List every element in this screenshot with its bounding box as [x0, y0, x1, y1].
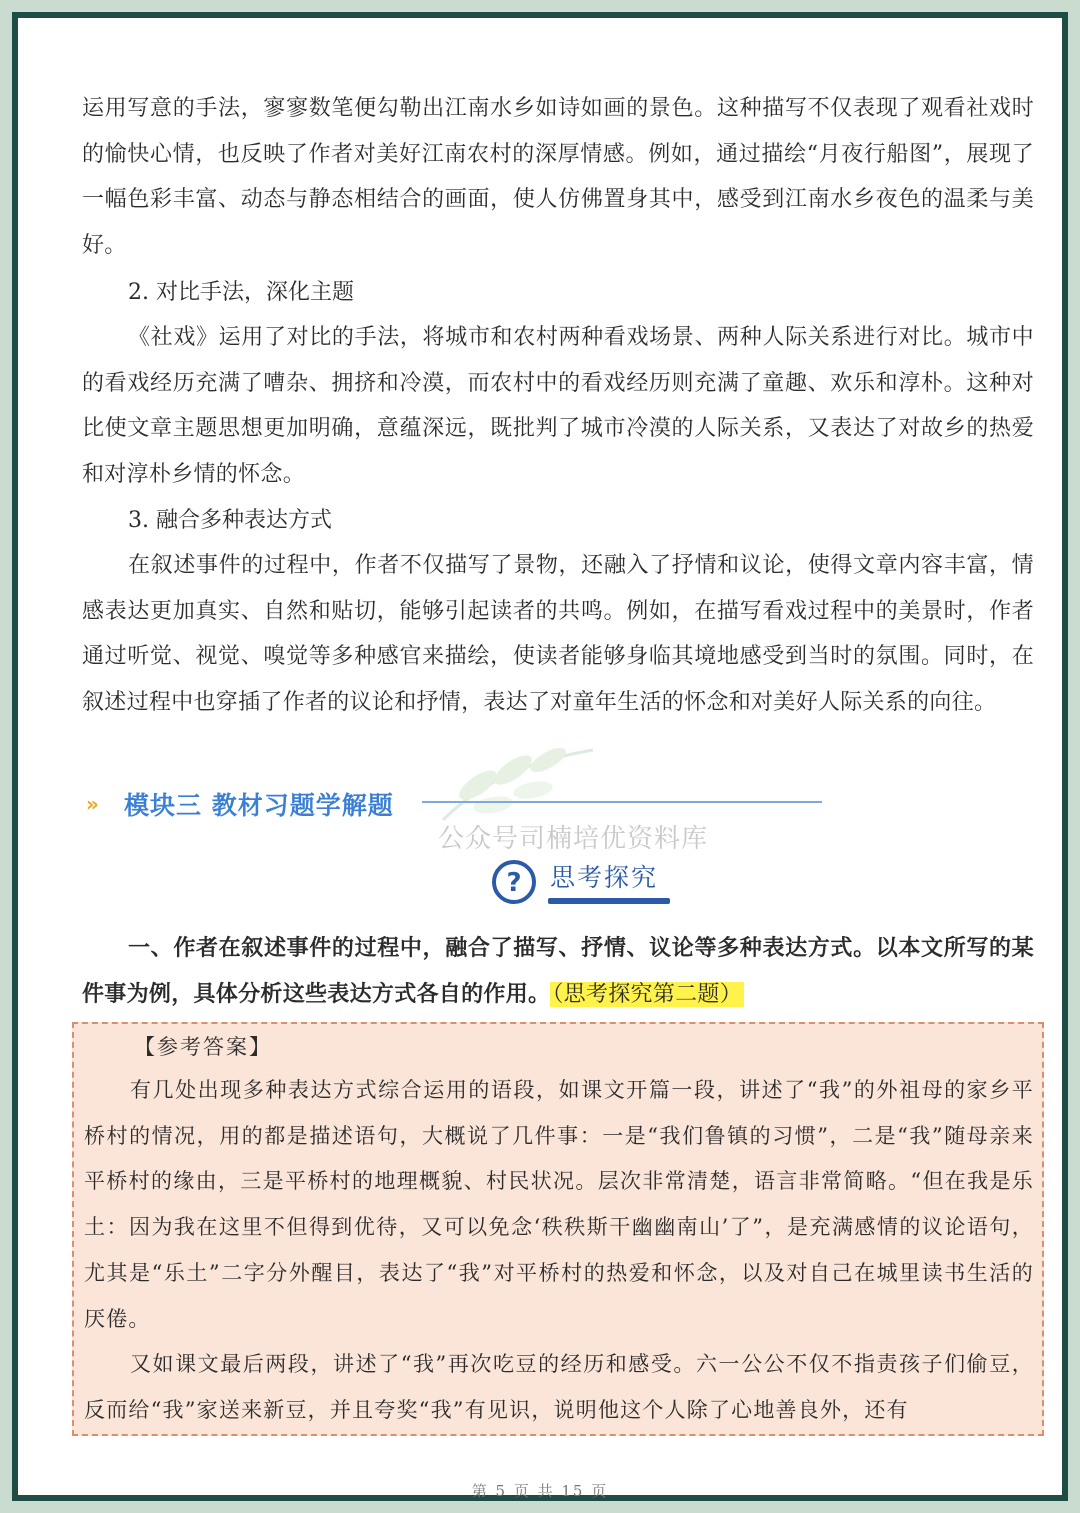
question-body: 一、作者在叙述事件的过程中，融合了描写、抒情、议论等多种表达方式。以本文所写的某件事为例，具体分析这些表达方式各自的作用。 — [82, 935, 1034, 1007]
paragraph-scenery: 运用写意的手法，寥寥数笔便勾勒出江南水乡如诗如画的景色。这种描写不仅表现了观看社戏时的愉快心情，也反映了作者对美好江南农村的深厚情感。例如，通过描绘“月夜行船图”，展现了一幅色彩丰富、动态与静态相结合的画面，使人仿佛置身其中，感受到江南水乡夜色的温柔与美好。 — [82, 96, 1034, 259]
section-heading-contrast: 2. 对比手法，深化主题 — [128, 280, 354, 305]
think-explore-underline — [548, 898, 670, 904]
answer-paragraph-1: 有几处出现多种表达方式综合运用的语段，如课文开篇一段，讲述了“我”的外祖母的家乡平桥村的情况，用的都是描述语句，大概说了几件事：一是“我们鲁镇的习惯”，二是“我”随母亲来平桥村的缘由，三是平桥村的地理概貌、村民状况。层次非常清楚，语言非常简略。“但在我是乐土：因为我在这里不但得到优待，又可以免念‘秩秩斯干幽幽南山’了”，是充满感情的议论语句，尤其是“乐土”二字分外醒目，表达了“我”对平桥村的热爱和怀念，以及对自己在城里读书生活的厌倦。 — [84, 1078, 1034, 1331]
question-source-tag: （思考探究第二题） — [552, 981, 743, 1007]
section-heading-expression: 3. 融合多种表达方式 — [128, 508, 332, 533]
page-number: 第 5 页 共 15 页 — [471, 1482, 609, 1500]
paragraph-contrast: 《社戏》运用了对比的手法，将城市和农村两种看戏场景、两种人际关系进行对比。城市中的看戏经历充满了嘈杂、拥挤和冷漠，而农村中的看戏经历则充满了童趣、欢乐和淳朴。这种对比使文章主题思想更加明确，意蕴深远，既批判了城市冷漠的人际关系，又表达了对故乡的热爱和对淳朴乡情的怀念。 — [82, 325, 1034, 488]
module-title: 模块三 教材习题学解题 — [124, 791, 394, 820]
question-text — [82, 926, 1034, 1017]
chevron-right-icon: » — [86, 792, 93, 816]
question-mark-icon: ? — [492, 860, 536, 904]
page-frame — [12, 12, 1068, 1501]
reference-answer-box — [72, 1022, 1044, 1436]
think-explore-label: 思考探究 — [550, 863, 659, 892]
paragraph-expression: 在叙述事件的过程中，作者不仅描写了景物，还融入了抒情和议论，使得文章内容丰富，情感表达更加真实、自然和贴切，能够引起读者的共鸣。例如，在描写看戏过程中的美景时，作者通过听觉、视觉、嗅觉等多种感官来描绘，使读者能够身临其境地感受到当时的氛围。同时，在叙述过程中也穿插了作者的议论和抒情，表达了对童年生活的怀念和对美好人际关系的向往。 — [82, 553, 1034, 716]
answer-title: 【参考答案】 — [134, 1035, 272, 1059]
module-divider — [422, 801, 822, 803]
watermark-text: 公众号司楠培优资料库 — [438, 824, 709, 854]
document-page — [18, 18, 1062, 1500]
think-explore-badge — [492, 858, 682, 908]
answer-paragraph-2: 又如课文最后两段，讲述了“我”再次吃豆的经历和感受。六一公公不仅不指责孩子们偷豆，反而给“我”家送来新豆，并且夸奖“我”有见识，说明他这个人除了心地善良外，还有 — [84, 1352, 1034, 1422]
